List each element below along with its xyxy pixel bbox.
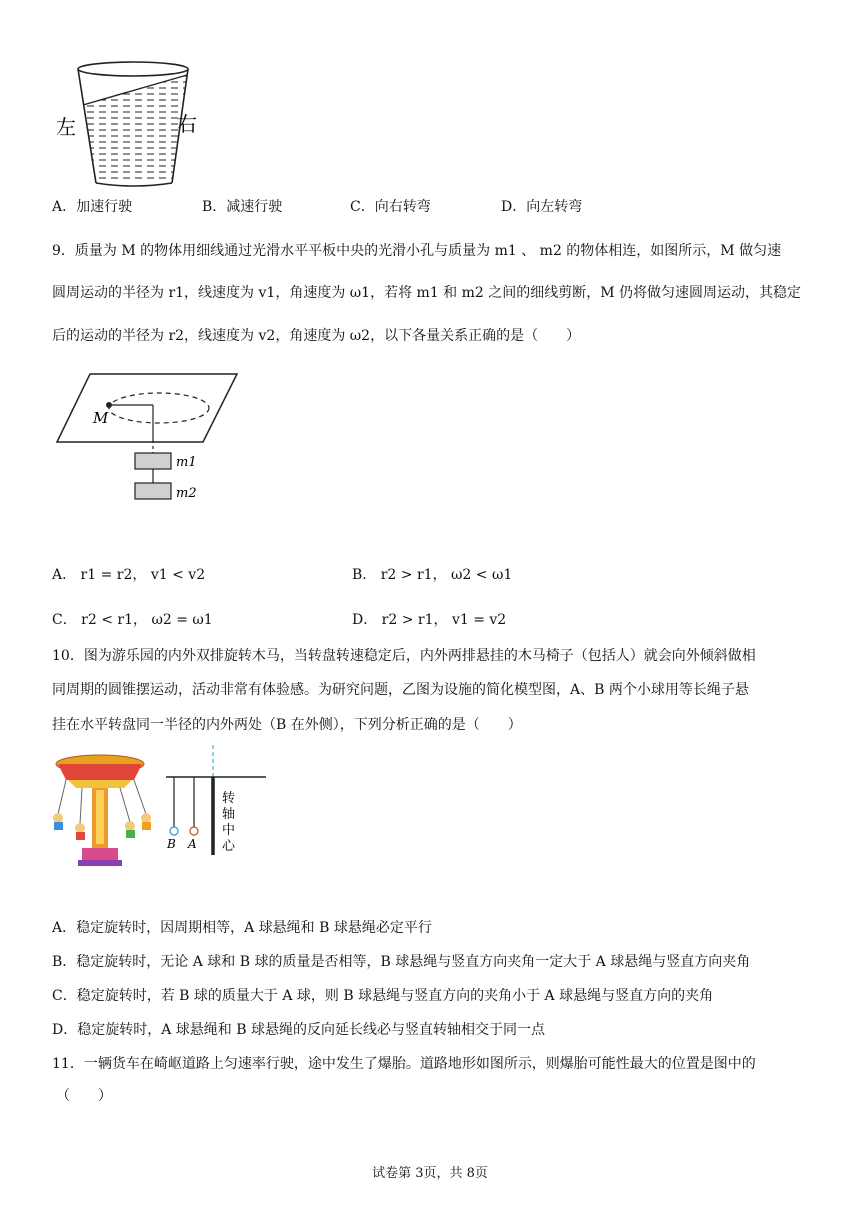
q9-option-a: A． r1 = r2， v1 < v2 (52, 567, 206, 583)
axis-label-char-1: 转 (222, 791, 236, 806)
q9-option-b: B． r2 > r1， ω2 < ω1 (352, 567, 513, 583)
q10-option-b: B．稳定旋转时，无论 A 球和 B 球的质量是否相等，B 球悬绳与竖直方向夹角一定大于 A 球悬绳与竖直方向夹角 (52, 954, 751, 970)
rotor-model-figure (162, 745, 272, 860)
q10-option-c: C．稳定旋转时，若 B 球的质量大于 A 球，则 B 球悬绳与竖直方向的夹角小于 A 球悬绳与竖直方向的夹角 (52, 988, 714, 1004)
plate-label-m: M (93, 409, 109, 427)
q8-option-b: B．减速行驶 (202, 199, 283, 215)
cup-figure (50, 55, 220, 190)
q10-line-3: 挂在水平转盘同一半径的内外两处（B 在外侧），下列分析正确的是（ ） (52, 717, 522, 733)
q9-line-3: 后的运动的半径为 r2，线速度为 v2，角速度为 ω2，以下各量关系正确的是（ ） (52, 328, 581, 344)
plate-label-m1: m1 (176, 455, 197, 470)
q9-option-c: C． r2 < r1， ω2 = ω1 (52, 612, 213, 628)
rotor-label-b: B (167, 837, 176, 851)
q10-option-a: A．稳定旋转时，因周期相等，A 球悬绳和 B 球悬绳必定平行 (52, 920, 432, 936)
plate-figure (55, 370, 245, 510)
rotor-label-a: A (188, 837, 197, 851)
q10-option-d: D．稳定旋转时，A 球悬绳和 B 球悬绳的反向延长线必与竖直转轴相交于同一点 (52, 1022, 545, 1038)
carousel-illustration (52, 750, 164, 868)
q11-line-2: （ ） (56, 1088, 112, 1104)
q10-line-2: 同周期的圆锥摆运动，活动非常有体验感。为研究问题，乙图为设施的简化模型图，A、B 两个小球用等长绳子悬 (52, 682, 749, 698)
q10-line-1: 10．图为游乐园的内外双排旋转木马，当转盘转速稳定后，内外两排悬挂的木马椅子（包括人）就会向外倾斜做相 (52, 648, 756, 664)
axis-label-char-3: 中 (222, 823, 236, 838)
q8-option-a: A．加速行驶 (52, 199, 133, 215)
q8-option-d: D．向左转弯 (501, 199, 583, 215)
cup-label-left: 左 (56, 115, 76, 139)
q9-line-1: 9．质量为 M 的物体用细线通过光滑水平平板中央的光滑小孔与质量为 m1 、 m2 的物体相连，如图所示，M 做匀速 (52, 243, 782, 259)
q8-options (52, 196, 752, 216)
q11-line-1: 11．一辆货车在崎岖道路上匀速率行驶，途中发生了爆胎。道路地形如图所示，则爆胎可能性最大的位置是图中的 (52, 1056, 756, 1072)
axis-label-char-4: 心 (222, 839, 236, 854)
axis-label-char-2: 轴 (222, 807, 236, 822)
plate-label-m2: m2 (176, 486, 197, 501)
q9-line-2: 圆周运动的半径为 r1，线速度为 v1，角速度为 ω1，若将 m1 和 m2 之间的细线剪断，M 仍将做匀速圆周运动，其稳定 (52, 285, 802, 301)
q9-option-d: D． r2 > r1， v1 = v2 (352, 612, 507, 628)
page-footer: 试卷第 3页，共 8页 (372, 1166, 488, 1181)
q8-option-c: C．向右转弯 (350, 199, 431, 215)
cup-label-right: 右 (177, 112, 197, 136)
